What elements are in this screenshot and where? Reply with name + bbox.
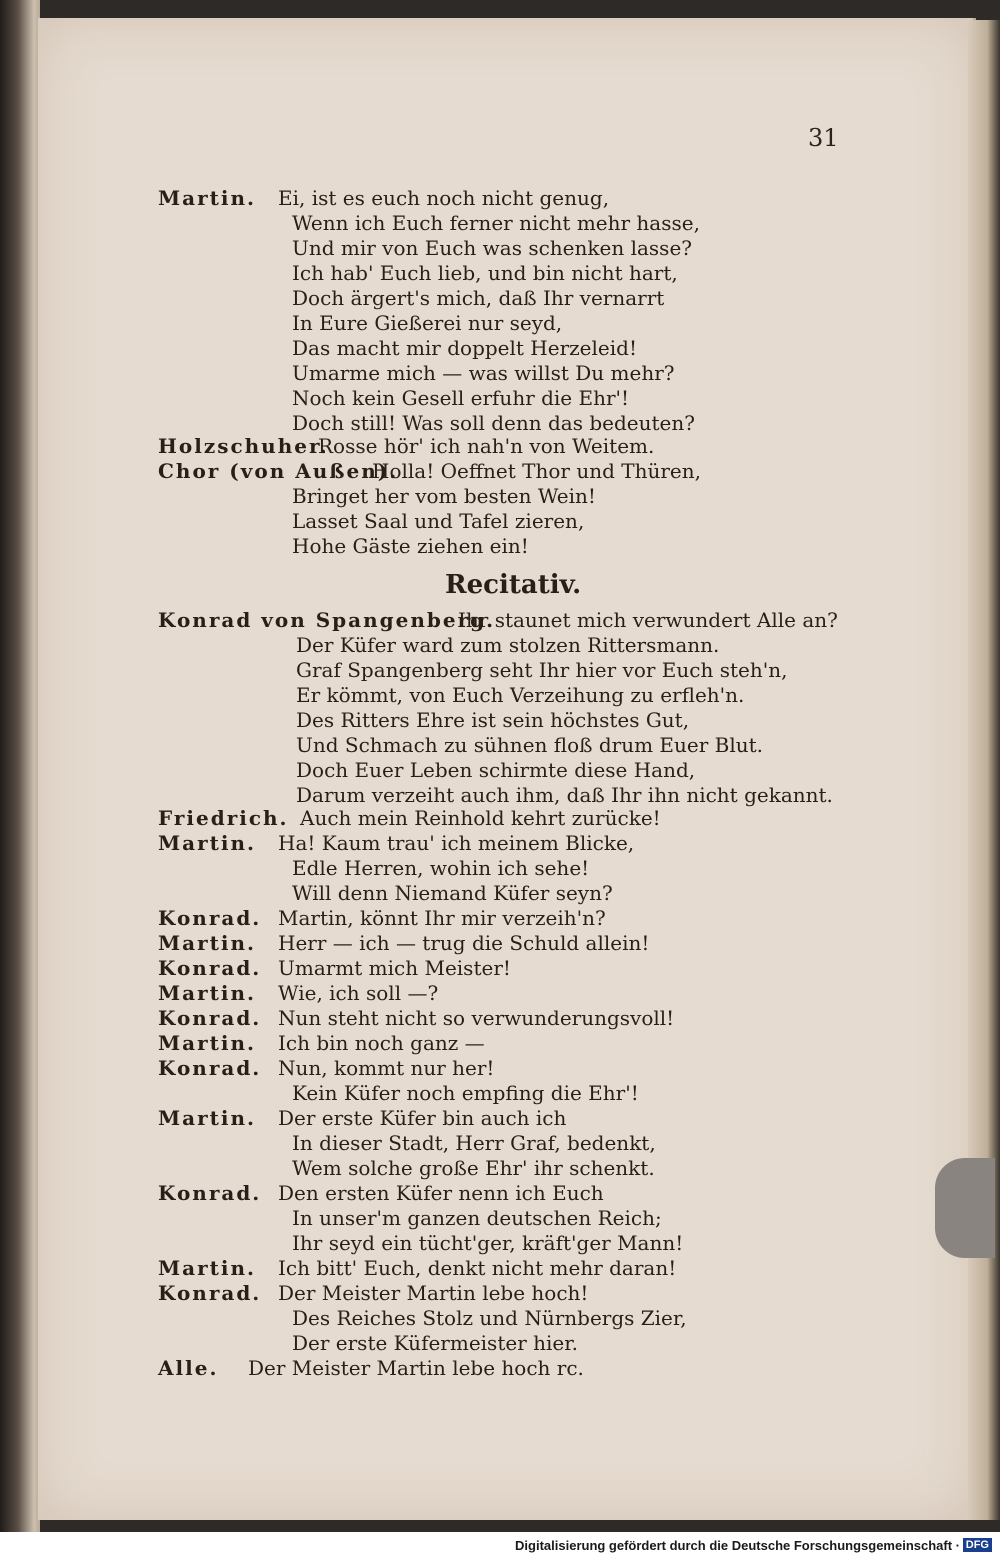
dialogue-text: Ihr staunet mich verwundert Alle an? xyxy=(458,608,838,632)
script-line xyxy=(0,905,960,931)
dialogue-text: Doch still! Was soll denn das bedeuten? xyxy=(292,411,695,435)
script-line xyxy=(0,1205,960,1231)
dialogue-text: Martin, könnt Ihr mir verzeih'n? xyxy=(278,906,606,930)
script-line xyxy=(0,1230,960,1256)
script-line xyxy=(0,533,960,559)
dialogue-text: Ich bitt' Euch, denkt nicht mehr daran! xyxy=(278,1256,677,1280)
dialogue-text: Ihr seyd ein tücht'ger, kräft'ger Mann! xyxy=(292,1231,684,1255)
speaker-name: Martin. xyxy=(158,831,256,855)
script-line xyxy=(0,1255,960,1281)
dialogue-text: Doch ärgert's mich, daß Ihr vernarrt xyxy=(292,286,665,310)
dialogue-text: Umarmt mich Meister! xyxy=(278,956,511,980)
dialogue-text: Rosse hör' ich nah'n von Weitem. xyxy=(318,434,655,458)
script-line xyxy=(0,260,960,286)
script-line xyxy=(0,607,960,633)
script-line xyxy=(0,930,960,956)
script-line xyxy=(0,210,960,236)
dialogue-text: Und Schmach zu sühnen floß drum Euer Blut. xyxy=(296,733,764,757)
dialogue-text: Lasset Saal und Tafel zieren, xyxy=(292,509,585,533)
script-line xyxy=(0,757,960,783)
script-line xyxy=(0,185,960,211)
script-line xyxy=(0,458,960,484)
speaker-name: Martin. xyxy=(158,981,256,1005)
script-line xyxy=(0,1130,960,1156)
dialogue-text: Der Meister Martin lebe hoch! xyxy=(278,1281,589,1305)
speaker-name: Martin. xyxy=(158,1256,256,1280)
script-line xyxy=(0,707,960,733)
dialogue-text: Nun, kommt nur her! xyxy=(278,1056,495,1080)
dialogue-text: Den ersten Küfer nenn ich Euch xyxy=(278,1181,604,1205)
dialogue-text: Der erste Küfer bin auch ich xyxy=(278,1106,567,1130)
script-line xyxy=(0,310,960,336)
script-line xyxy=(0,1355,960,1381)
speaker-name: Konrad. xyxy=(158,956,262,980)
dialogue-text: Edle Herren, wohin ich sehe! xyxy=(292,856,590,880)
dialogue-text: Wie, ich soll —? xyxy=(278,981,439,1005)
script-line xyxy=(0,1005,960,1031)
speaker-name: Konrad. xyxy=(158,1056,262,1080)
script-line xyxy=(0,732,960,758)
dialogue-text: In unser'm ganzen deutschen Reich; xyxy=(292,1206,662,1230)
footer-credit: Digitalisierung gefördert durch die Deutsche Forschungsgemeinschaft · xyxy=(515,1538,960,1553)
script-line xyxy=(0,235,960,261)
script-line xyxy=(0,682,960,708)
script-line xyxy=(0,1180,960,1206)
speaker-name: Konrad. xyxy=(158,1181,262,1205)
page-number: 31 xyxy=(808,124,839,152)
script-line xyxy=(0,657,960,683)
dialogue-text: Und mir von Euch was schenken lasse? xyxy=(292,236,692,260)
dialogue-text: Ha! Kaum trau' ich meinem Blicke, xyxy=(278,831,635,855)
dialogue-text: Wem solche große Ehr' ihr schenkt. xyxy=(292,1156,655,1180)
dialogue-text: Holla! Oeffnet Thor und Thüren, xyxy=(372,459,701,483)
dialogue-text: Will denn Niemand Küfer seyn? xyxy=(292,881,613,905)
script-line xyxy=(0,1055,960,1081)
dialogue-text: Ich bin noch ganz — xyxy=(278,1031,485,1055)
script-line xyxy=(0,1105,960,1131)
dialogue-text: Nun steht nicht so verwunderungsvoll! xyxy=(278,1006,675,1030)
script-line xyxy=(0,385,960,411)
dialogue-text: Doch Euer Leben schirmte diese Hand, xyxy=(296,758,696,782)
speaker-name: Konrad von Spangenberg. xyxy=(158,608,496,632)
script-line xyxy=(0,1305,960,1331)
dialogue-text: Noch kein Gesell erfuhr die Ehr'! xyxy=(292,386,630,410)
dialogue-text: Der Meister Martin lebe hoch rc. xyxy=(248,1356,584,1380)
dialogue-text: Der Küfer ward zum stolzen Rittersmann. xyxy=(296,633,720,657)
dialogue-text: Kein Küfer noch empfing die Ehr'! xyxy=(292,1081,639,1105)
dialogue-text: Der erste Küfermeister hier. xyxy=(292,1331,578,1355)
script-line xyxy=(0,1280,960,1306)
script-line xyxy=(0,830,960,856)
script-line xyxy=(0,285,960,311)
script-line xyxy=(0,360,960,386)
dialogue-text: Ich hab' Euch lieb, und bin nicht hart, xyxy=(292,261,678,285)
speaker-name: Martin. xyxy=(158,186,256,210)
speaker-name: Chor (von Außen). xyxy=(158,459,399,483)
dfg-logo: DFG xyxy=(963,1538,992,1552)
dialogue-text: Er kömmt, von Euch Verzeihung zu erfleh'n. xyxy=(296,683,745,707)
dialogue-text: Das macht mir doppelt Herzeleid! xyxy=(292,336,637,360)
script-line xyxy=(0,955,960,981)
script-line xyxy=(0,1080,960,1106)
script-line xyxy=(0,632,960,658)
section-heading: Recitativ. xyxy=(445,570,582,600)
dialogue-text: Graf Spangenberg seht Ihr hier vor Euch steh'n, xyxy=(296,658,788,682)
speaker-name: Martin. xyxy=(158,931,256,955)
script-line xyxy=(0,1155,960,1181)
dialogue-text: Ei, ist es euch noch nicht genug, xyxy=(278,186,610,210)
speaker-name: Konrad. xyxy=(158,906,262,930)
dialogue-text: Bringet her vom besten Wein! xyxy=(292,484,596,508)
script-line xyxy=(0,1330,960,1356)
script-line xyxy=(0,880,960,906)
speaker-name: Friedrich. xyxy=(158,806,289,830)
script-line xyxy=(0,805,960,831)
dialogue-text: Darum verzeiht auch ihm, daß Ihr ihn nicht gekannt. xyxy=(296,783,833,807)
dialogue-text: Herr — ich — trug die Schuld allein! xyxy=(278,931,650,955)
dialogue-text: In Eure Gießerei nur seyd, xyxy=(292,311,563,335)
dialogue-text: Umarme mich — was willst Du mehr? xyxy=(292,361,675,385)
script-line xyxy=(0,1030,960,1056)
dialogue-text: Des Ritters Ehre ist sein höchstes Gut, xyxy=(296,708,690,732)
dialogue-text: Wenn ich Euch ferner nicht mehr hasse, xyxy=(292,211,700,235)
dialogue-text: Hohe Gäste ziehen ein! xyxy=(292,534,529,558)
speaker-name: Martin. xyxy=(158,1031,256,1055)
speaker-name: Konrad. xyxy=(158,1006,262,1030)
speaker-name: Alle. xyxy=(158,1356,219,1380)
script-line xyxy=(0,508,960,534)
script-line xyxy=(0,433,960,459)
dialogue-text: In dieser Stadt, Herr Graf, bedenkt, xyxy=(292,1131,656,1155)
script-line xyxy=(0,855,960,881)
script-line xyxy=(0,980,960,1006)
dialogue-text: Auch mein Reinhold kehrt zurücke! xyxy=(300,806,661,830)
speaker-name: Konrad. xyxy=(158,1281,262,1305)
dialogue-text: Des Reiches Stolz und Nürnbergs Zier, xyxy=(292,1306,687,1330)
speaker-name: Martin. xyxy=(158,1106,256,1130)
script-line xyxy=(0,483,960,509)
speaker-name: Holzschuher. xyxy=(158,434,329,458)
script-line xyxy=(0,335,960,361)
